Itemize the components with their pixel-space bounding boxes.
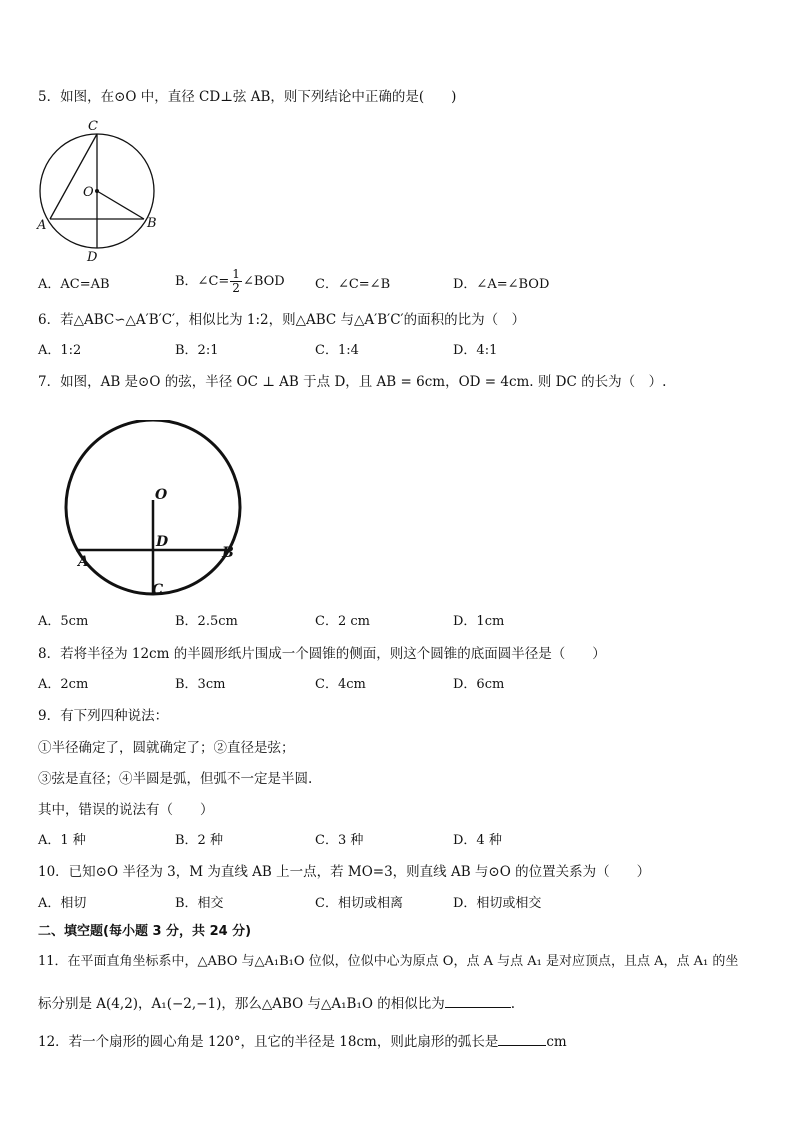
q6-option-d: D．4:1	[453, 343, 498, 358]
section-heading-fill-in: 二、填空题(每小题 3 分，共 24 分)	[38, 924, 252, 939]
q5-center-dot	[95, 189, 99, 193]
q6-option-c: C．1:4	[315, 343, 359, 358]
q5-option-b-fraction	[230, 268, 242, 295]
q12-text: 12．若一个扇形的圆心角是 120°，且它的半径是 18cm，则此扇形的弧长是	[38, 1034, 499, 1050]
q9-option-b: B．2 种	[175, 833, 223, 848]
q11-line-2-text: 标分别是 A(4,2)，A₁(−2,−1)，那么△ABO 与△A₁B₁O 的相似比为	[38, 996, 445, 1012]
q11-answer-blank[interactable]	[445, 993, 511, 1008]
q5-label-o: O	[83, 185, 94, 200]
q5-option-d: D．∠A=∠BOD	[453, 277, 550, 292]
q7-label-b: B	[222, 545, 234, 561]
q5-frac-num: 1	[232, 267, 240, 281]
q5-segment-ob	[97, 191, 144, 219]
q10-option-b: B．相交	[175, 896, 224, 911]
q9-option-d: D．4 种	[453, 833, 502, 848]
q12-answer-blank[interactable]	[498, 1031, 546, 1046]
q5-stem: 5．如图，在⊙O 中，直径 CD⊥弦 AB，则下列结论中正确的是( )	[38, 89, 457, 105]
q9-statement-line-1: ①半径确定了，圆就确定了；②直径是弦；	[38, 740, 295, 756]
q8-option-b: B．3cm	[175, 677, 226, 692]
q7-option-b: B．2.5cm	[175, 614, 238, 629]
q7-option-c: C．2 cm	[315, 614, 370, 629]
q5-option-b	[175, 268, 285, 295]
q7-figure	[60, 420, 260, 605]
q9-option-a: A．1 种	[38, 833, 86, 848]
q7-label-c: C	[152, 582, 164, 598]
q7-label-o: O	[155, 487, 168, 503]
q5-label-a: A	[37, 218, 47, 233]
q9-question-line: 其中，错误的说法有（ ）	[38, 802, 214, 818]
q7-option-a: A．5cm	[38, 614, 89, 629]
q8-option-d: D．6cm	[453, 677, 505, 692]
q5-label-b: B	[147, 216, 157, 231]
q10-option-c: C．相切或相离	[315, 896, 403, 911]
q9-stem: 9．有下列四种说法：	[38, 708, 169, 724]
q10-stem: 10．已知⊙O 半径为 3，M 为直线 AB 上一点，若 MO=3，则直线 AB 与⊙O 的位置关系为（ ）	[38, 864, 651, 880]
q5-label-c: C	[88, 119, 98, 134]
q5-option-c: C．∠C=∠B	[315, 277, 391, 292]
q6-option-b: B．2:1	[175, 343, 219, 358]
q6-option-a: A．1:2	[38, 343, 82, 358]
q8-stem: 8．若将半径为 12cm 的半圆形纸片围成一个圆锥的侧面，则这个圆锥的底面圆半径是（ ）	[38, 646, 606, 662]
q5-label-d: D	[87, 250, 98, 265]
q5-figure	[33, 115, 163, 265]
q10-option-a: A．相切	[38, 896, 87, 911]
q12-line	[38, 1031, 567, 1051]
q5-frac-den: 2	[232, 281, 240, 295]
q7-label-d: D	[156, 534, 169, 550]
q8-option-a: A．2cm	[38, 677, 89, 692]
q6-stem: 6．若△ABC∽△A′B′C′，相似比为 1:2，则△ABC 与△A′B′C′的面积的比为（ ）	[38, 312, 526, 328]
q5-option-b-pre: B．∠C=	[175, 274, 230, 289]
q9-statement-line-2: ③弦是直径；④半圆是弧，但弧不一定是半圆.	[38, 771, 313, 787]
q11-line-1: 11．在平面直角坐标系中，△ABO 与△A₁B₁O 位似，位似中心为原点 O，点 A 与点 A₁ 是对应顶点，且点 A，点 A₁ 的坐	[38, 954, 739, 969]
q7-option-d: D．1cm	[453, 614, 505, 629]
q11-line-2-end: .	[510, 996, 516, 1012]
q5-option-b-post: ∠BOD	[242, 274, 285, 289]
q10-option-d: D．相切或相交	[453, 896, 542, 911]
q5-option-a: A．AC=AB	[38, 277, 110, 292]
q7-label-a: A	[78, 554, 89, 570]
q12-unit: cm	[546, 1034, 567, 1050]
q5-segment-ac	[50, 134, 97, 219]
q11-line-2	[38, 993, 515, 1013]
q9-option-c: C．3 种	[315, 833, 364, 848]
q8-option-c: C．4cm	[315, 677, 366, 692]
q7-stem: 7．如图，AB 是⊙O 的弦，半径 OC ⊥ AB 于点 D，且 AB = 6cm，OD = 4cm. 则 DC 的长为（ ）.	[38, 374, 667, 390]
